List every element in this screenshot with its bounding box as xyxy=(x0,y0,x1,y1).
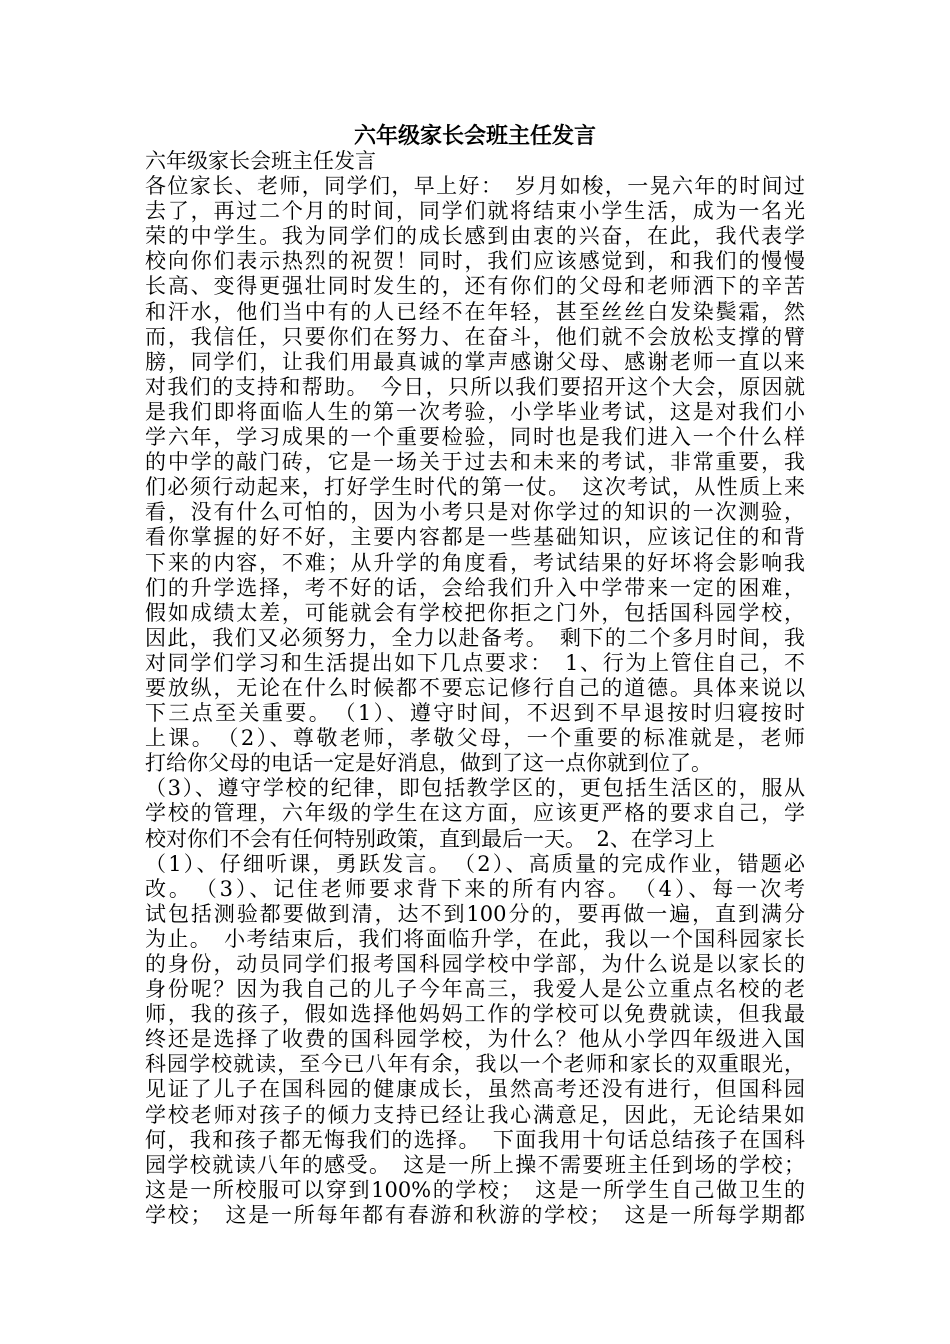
paragraph-line: 试包括测验都要做到清，达不到100分的，要再做一遍，直到满分 xyxy=(145,901,805,926)
paragraph-line: 要放纵，无论在什么时候都不要忘记修行自己的道德。具体来说以 xyxy=(145,675,805,700)
paragraph-line: 看你掌握的好不好，主要内容都是一些基础知识，应该记住的和背 xyxy=(145,525,805,550)
paragraph-line: 荣的中学生。我为同学们的成长感到由衷的兴奋，在此，我代表学 xyxy=(145,224,805,249)
paragraph-line: 学校； 这是一所每年都有春游和秋游的学校； 这是一所每学期都 xyxy=(145,1202,805,1227)
paragraph-line: 何，我和孩子都无悔我们的选择。 下面我用十句话总结孩子在国科 xyxy=(145,1127,805,1152)
paragraph-line: 和汗水，他们当中有的人已经不在年轻，甚至丝丝白发染鬓霜，然 xyxy=(145,299,805,324)
paragraph-line: 校向你们表示热烈的祝贺！同时，我们应该感觉到，和我们的慢慢 xyxy=(145,249,805,274)
paragraph-line: 下三点至关重要。 （1）、遵守时间，不迟到不早退按时归寝按时 xyxy=(145,701,805,726)
paragraph-line: 的身份，动员同学们报考国科园学校中学部，为什么说是以家长的 xyxy=(145,952,805,976)
paragraph-line: 见证了儿子在国科园的健康成长，虽然高考还没有进行，但国科园 xyxy=(145,1077,805,1102)
paragraph-line: 各位家长、老师，同学们，早上好： 岁月如梭，一晃六年的时间过 xyxy=(145,174,805,199)
paragraph-line: 下来的内容，不难；从升学的角度看，考试结果的好坏将会影响我 xyxy=(145,550,805,575)
paragraph-line: 们的升学选择，考不好的话，会给我们升入中学带来一定的困难， xyxy=(145,575,805,600)
paragraph-line: 师，我的孩子，假如选择他妈妈工作的学校可以免费就读，但我最 xyxy=(145,1002,805,1027)
paragraph-line: 这是一所校服可以穿到100%的学校； 这是一所学生自己做卫生的 xyxy=(145,1177,805,1202)
paragraph-line: 身份呢？因为我自己的儿子今年高三，我爱人是公立重点名校的老 xyxy=(145,977,805,1002)
paragraph-line: 对我们的支持和帮助。 今日，只所以我们要招开这个大会，原因就 xyxy=(145,374,805,399)
document-subtitle: 六年级家长会班主任发言 xyxy=(145,149,376,173)
paragraph-line: 膀，同学们，让我们用最真诚的掌声感谢父母、感谢老师一直以来 xyxy=(145,349,805,374)
paragraph-line: 为止。 小考结束后，我们将面临升学，在此，我以一个国科园家长 xyxy=(145,926,805,951)
paragraph-line: 假如成绩太差，可能就会有学校把你拒之门外，包括国科园学校， xyxy=(145,600,805,625)
paragraph-line: 学校老师对孩子的倾力支持已经让我心满意足，因此，无论结果如 xyxy=(145,1102,805,1127)
paragraph-line: 终还是选择了收费的国科园学校，为什么？他从小学四年级进入国 xyxy=(145,1027,805,1052)
paragraph-line: 长高、变得更强壮同时发生的，还有你们的父母和老师洒下的辛苦 xyxy=(145,274,805,299)
paragraph-line: 是我们即将面临人生的第一次考验，小学毕业考试，这是对我们小 xyxy=(145,399,805,424)
paragraph-line: 看，没有什么可怕的，因为小考只是对你学过的知识的一次测验， xyxy=(145,500,805,525)
paragraph-line: 上课。 （2）、尊敬老师，孝敬父母，一个重要的标准就是，老师 xyxy=(145,726,805,751)
paragraph-line: 打给你父母的电话一定是好消息，做到了这一点你就到位了。 xyxy=(145,751,712,776)
paragraph-line: 而，我信任，只要你们在努力、在奋斗，他们就不会放松支撑的臂 xyxy=(145,324,805,349)
document-body xyxy=(145,149,805,1228)
paragraph-line: 学六年，学习成果的一个重要检验，同时也是我们进入一个什么样 xyxy=(145,425,805,450)
paragraph-line: 园学校就读八年的感受。 这是一所上操不需要班主任到场的学校； xyxy=(145,1152,805,1177)
paragraph-line: 对同学们学习和生活提出如下几点要求： 1、行为上管住自己，不 xyxy=(145,650,805,675)
paragraph-line: 因此，我们又必须努力，全力以赴备考。 剩下的二个多月时间，我 xyxy=(145,625,805,650)
paragraph-line: 去了，再过二个月的时间，同学们就将结束小学生活，成为一名光 xyxy=(145,199,805,224)
paragraph-line: 校对你们不会有任何特别政策，直到最后一天。 2、在学习上 xyxy=(145,826,715,851)
paragraph-line: 们必须行动起来，打好学生时代的第一仗。 这次考试，从性质上来 xyxy=(145,475,805,500)
paragraph-line: （3）、遵守学校的纪律，即包括教学区的，更包括生活区的，服从 xyxy=(145,776,805,801)
document-title: 六年级家长会班主任发言 xyxy=(353,124,596,149)
paragraph-line: 改。 （3）、记住老师要求背下来的所有内容。 （4）、每一次考 xyxy=(145,876,805,901)
paragraph-line: 的中学的敲门砖，它是一场关于过去和未来的考试，非常重要，我 xyxy=(145,450,805,475)
paragraph-line: 科园学校就读，至今已八年有余，我以一个老师和家长的双重眼光， xyxy=(145,1052,805,1077)
paragraph-line: （1）、仔细听课，勇跃发言。 （2）、高质量的完成作业，错题必 xyxy=(145,851,805,876)
paragraph-line: 学校的管理，六年级的学生在这方面，应该更严格的要求自己，学 xyxy=(145,801,805,826)
